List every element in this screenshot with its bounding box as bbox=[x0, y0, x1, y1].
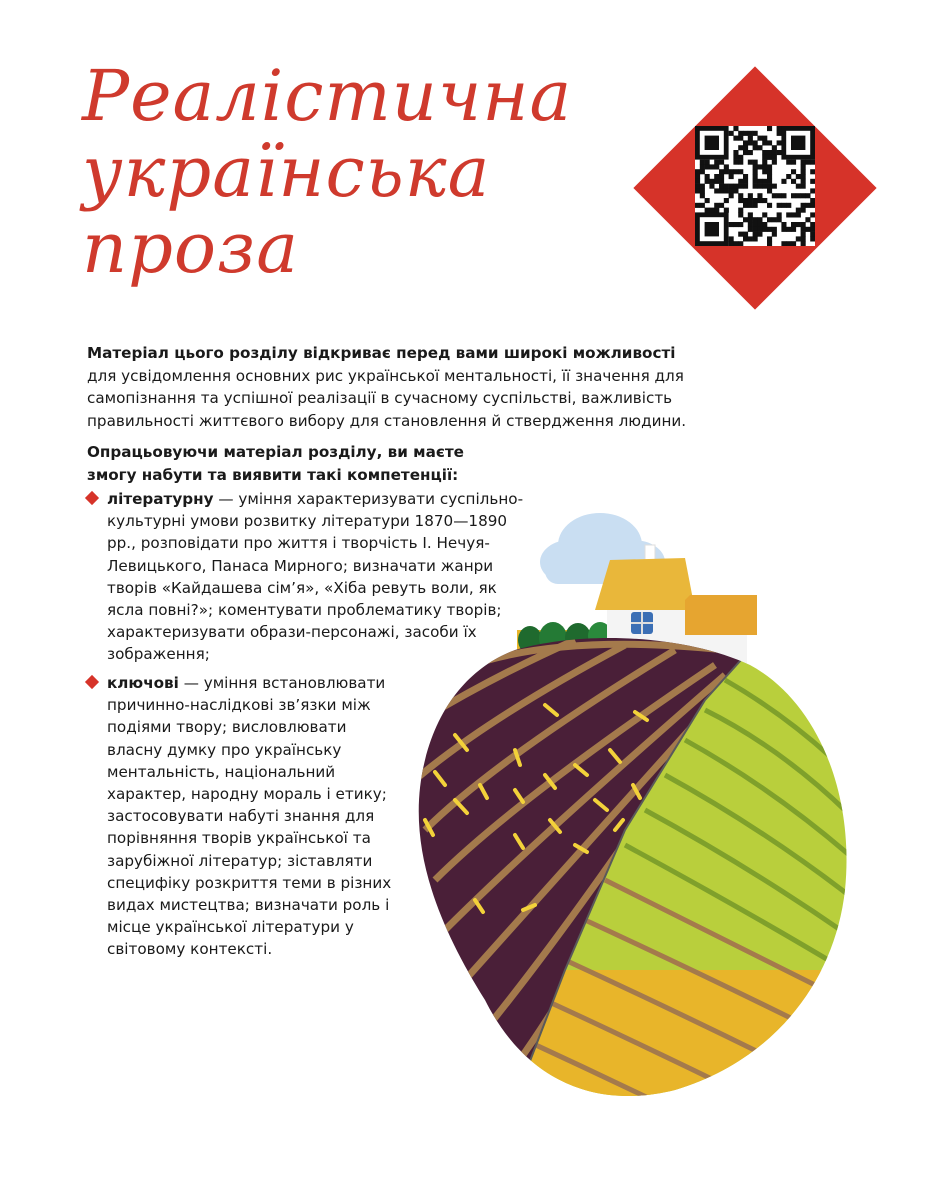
competency-term: ключові bbox=[107, 674, 179, 692]
intro-bold: Матеріал цього розділу відкриває перед вами широкі можливості bbox=[87, 344, 676, 362]
title-line-3: проза bbox=[82, 207, 299, 289]
red-diamond-bullet-icon bbox=[85, 491, 99, 505]
competency-key bbox=[87, 672, 397, 961]
intro-text: для усвідомлення основних рис української ментальності, її значення для самопізнання та успішної реалізації в сучасному суспільстві, важливість правильності життєвого вибору для становлення й ствердження людини. bbox=[87, 366, 687, 430]
competency-text: — уміння встановлювати причинно-наслідкові зв’язки між подіями твору; висловлювати власну думку про українську ментальність, національний характер, народну мораль і етику; застосовувати набуті знання для порівняння творів української та зарубіжної літератур; зіставляти специфіку розкриття теми в різних видах мистецтва; визначати роль і місце української літератури у світовому контексті. bbox=[107, 674, 392, 959]
red-diamond-bullet-icon bbox=[85, 675, 99, 689]
intro-paragraph bbox=[87, 342, 687, 432]
competency-term: літературну bbox=[107, 490, 214, 508]
title-line-1: Реалістична bbox=[82, 55, 573, 137]
chapter-title bbox=[82, 55, 573, 289]
field-globe-illustration bbox=[395, 500, 865, 1104]
title-line-2: українська bbox=[82, 131, 491, 213]
competencies-lead: Опрацьовуючи матеріал розділу, ви маєте змогу набути та виявити такі компетенції: bbox=[87, 443, 464, 484]
competency-text: — уміння характеризувати суспільно-культурні умови розвитку літератури 1870—1890 рр., розповідати про життя і творчість І. Нечуя-Левицького, Панаса Мирного; визначати жанри творів «Кайдашева сім’я», «Хіба ревуть воли, як ясла повні?»; коментувати проблематику творів; характеризувати образи-персонажі, засоби їх зображення; bbox=[107, 490, 524, 664]
qr-code-icon[interactable] bbox=[695, 126, 815, 246]
